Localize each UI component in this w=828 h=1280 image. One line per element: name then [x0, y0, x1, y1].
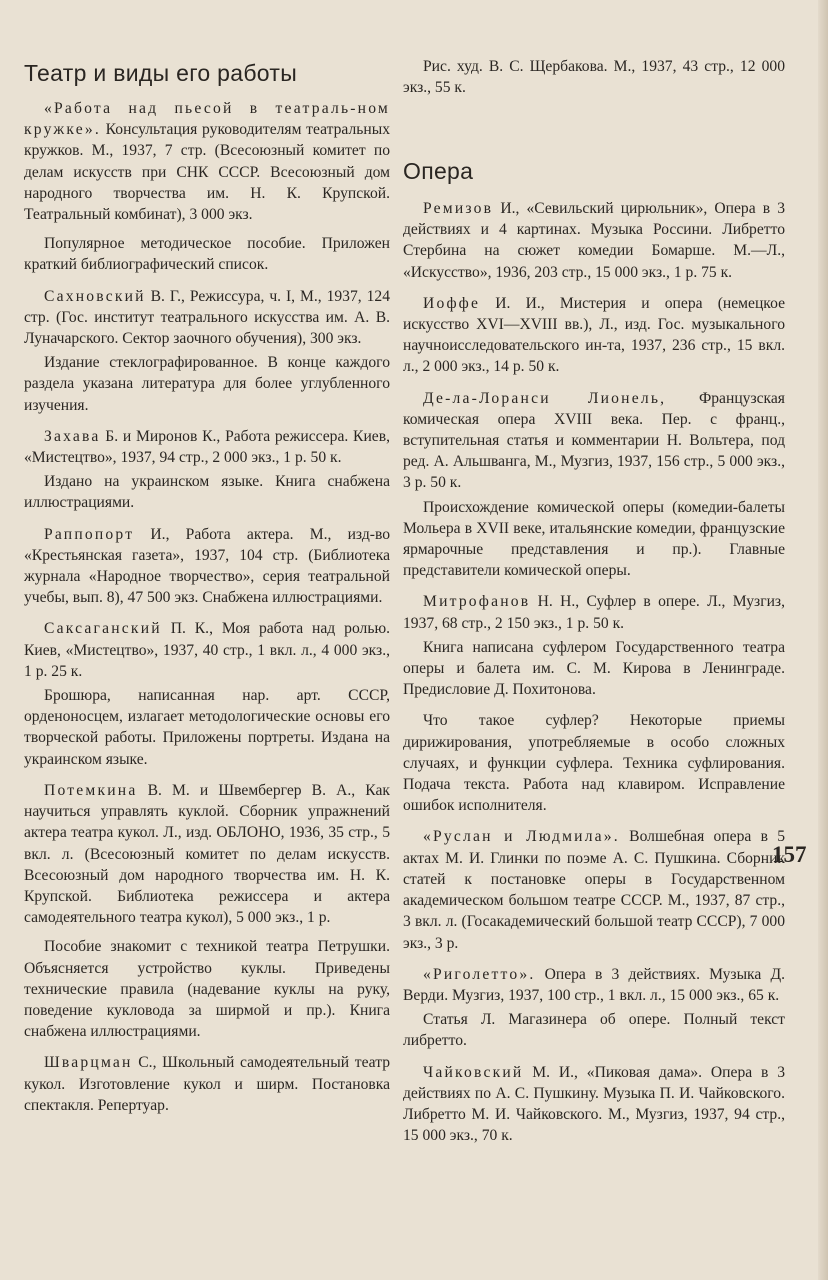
- entry-text: В. М. и Швембергер В. А., Как научиться управлять куклой. Сборник упражнений актера театра кукол. Л., изд. ОБЛОНО, 1936, 35 стр., 5 вкл. л. (Всесоюзный комитет по делам искусств. Всесоюзный дом народного творчества им. Н. К. Крупской. Библиотека режиссера и актера самодеятельного театра кукол), 5 000 экз., 1 р.: [24, 781, 390, 927]
- bibliography-entry: [24, 1052, 390, 1116]
- entry-text: Опера в 3 действиях. Музыка Д. Верди. Музгиз, 1937, 100 стр., 1 вкл. л., 15 000 экз., 65 к.: [403, 965, 785, 1004]
- entry-author: Раппопорт: [44, 525, 135, 543]
- entry-text: И. И., Мистерия и опера (немецкое искусство XVI—XVIII вв.), Л., изд. Гос. музыкального научноисследовательского ин-та, 1937, 236 стр., 15 вкл. л., 2 000 экз., 14 р. 50 к.: [403, 294, 785, 376]
- bibliography-entry: [403, 1062, 785, 1147]
- entry-text: Что такое суфлер? Некоторые приемы дирижирования, употребляемые в особо сложных случаях, и функции суфлера. Техника суфлирования. Подача текста. Работа над клавиром. Исправление ошибок исполнителя.: [403, 712, 785, 815]
- entry-text: И., «Севильский цирюльник», Опера в 3 действиях и 4 картинах. Музыка Россини. Либретто Стербина на сюжет комедии Бомарше. М.—Л., «Искусство», 1936, 203 стр., 15 000 экз., 1 р. 75 к.: [403, 200, 785, 281]
- entry-author: Захава: [44, 427, 101, 445]
- entry-note: Издано на украинском языке. Книга снабжена иллюстрациями.: [24, 473, 390, 512]
- entry-text: М. И., «Пиковая дама». Опера в 3 действиях по А. С. Пушкину. Музыка П. И. Чайковского. Либретто М. И. Чайковского. М., Музгиз, 1937, 94 стр., 15 000 экз., 70 к.: [403, 1063, 785, 1145]
- entry-text: С., Школьный самодеятельный театр кукол. Изготовление кукол и ширм. Постановка спектакля. Репертуар.: [24, 1054, 390, 1114]
- bibliography-entry: [403, 826, 785, 953]
- bibliography-entry: [403, 198, 785, 283]
- entry-author: Чайковский: [423, 1063, 524, 1081]
- page-edge: [818, 0, 828, 1280]
- left-column: [24, 56, 390, 1126]
- entry-author: Потемкина: [44, 781, 138, 799]
- bibliography-entry: [403, 710, 785, 816]
- entry-text: Волшебная опера в 5 актах М. И. Глинки по поэме А. С. Пушкина. Сборник статей к постановке оперы в Государственном академическом большом театре СССР. М., 1937, 87 стр., 3 вкл. л. (Госакадемический большой театр СССР), 7 000 экз., 3 р.: [403, 828, 785, 952]
- entry-note: Книга написана суфлером Государственного театра оперы и балета им. С. М. Кирова в Ленинграде. Предисловие Д. Похитонова.: [403, 638, 785, 699]
- entry-author: Сахновский: [44, 287, 146, 305]
- entry-author: «Руслан и Людмила».: [423, 828, 620, 846]
- entry-text: П. К., Моя работа над ролью. Киев, «Мистецтво», 1937, 40 стр., 1 вкл. л., 4 000 экз., 1 р. 25 к.: [24, 620, 390, 680]
- entry-author: Шварцман: [44, 1054, 133, 1072]
- right-column: [403, 56, 785, 1156]
- entry-note: Пособие знакомит с техникой театра Петрушки. Объясняется устройство куклы. Приведены технические правила (надевание куклы на руку, поведение кукловода за ширмой и пр.). Книга снабжена иллюстрациями.: [24, 938, 390, 1041]
- entry-author: Саксаганский: [44, 620, 162, 638]
- entry-author: «Работа над пьесой в театраль-ном кружке».: [24, 100, 390, 139]
- entry-note: Издание стеклографированное. В конце каждого раздела указана литература для более углубленного изучения.: [24, 354, 390, 414]
- section-heading-opera: Опера: [403, 158, 474, 184]
- section-heading-theatre: Театр и виды его работы: [24, 60, 298, 86]
- bibliography-entry: [403, 388, 785, 582]
- bibliography-entry: [24, 618, 390, 769]
- bibliography-entry: [24, 98, 390, 276]
- entry-text: , Французская комическая опера XVIII века. Пер. с франц., вступительная статья и комментарии Н. Вольтера, под ред. А. Альшванга, М., Музгиз, 1937, 156 стр., 5 000 экз., 3 р. 50 к.: [403, 389, 785, 492]
- entry-text: Н. Н., Суфлер в опере. Л., Музгиз, 1937, 68 стр., 2 150 экз., 1 р. 50 к.: [403, 593, 785, 632]
- bibliography-entry: [24, 780, 390, 1042]
- page-number: 157: [772, 842, 807, 867]
- bibliography-entry: [24, 524, 390, 609]
- entry-note: Брошюра, написанная нар. арт. СССР, орденоносцем, излагает методологические основы его творческой работы. Приложены портреты. Издана на украинском языке.: [24, 687, 390, 768]
- bibliography-entry: [403, 964, 785, 1052]
- bibliography-entry: [403, 293, 785, 378]
- entry-text: И., Работа актера. М., изд-во «Крестьянская газета», 1937, 104 стр. (Библиотека журнала «Народное творчество», серия театральной учебы, вып. 8), 47 500 экз. Снабжена иллюстрациями.: [24, 525, 390, 607]
- entry-text: В. Г., Режиссура, ч. I, М., 1937, 124 стр. (Гос. институт театрального искусства им. А. В. Луначарского. Сектор заочного обучения), 300 экз.: [24, 287, 390, 348]
- entry-author: Митрофанов: [423, 593, 531, 611]
- entry-text: Б. и Миронов К., Работа режиссера. Киев, «Мистецтво», 1937, 94 стр., 2 000 экз., 1 р. 50 к.: [24, 427, 390, 467]
- entry-author: Де-ла-Лоранси Лионель: [423, 389, 661, 407]
- bibliography-entry: [24, 426, 390, 514]
- entry-author: Ремизов: [423, 200, 494, 217]
- bibliography-entry: [24, 286, 390, 416]
- entry-note: Статья Л. Магазинера об опере. Полный текст либретто.: [403, 1011, 785, 1050]
- bibliography-entry: [403, 591, 785, 700]
- entry-note: Происхождение комической оперы (комедии-балеты Мольера в XVII веке, итальянские комедии, французские ярмарочные представления и пр.). Главные представители комической оперы.: [403, 498, 785, 580]
- entry-author: «Риголетто».: [423, 965, 536, 983]
- entry-note: Популярное методическое пособие. Приложен краткий библиографический список.: [24, 235, 390, 274]
- entry-author: Иоффе: [423, 294, 481, 312]
- entry-continuation: Рис. худ. В. С. Щербакова. М., 1937, 43 стр., 12 000 экз., 55 к.: [403, 58, 785, 97]
- entry-text: Консультация руководителям театральных кружков. М., 1937, 7 стр. (Всесоюзный комитет по делам искусств при СНК СССР. Всесоюзный дом народного творчества им. Н. К. Крупской. Театральный комбинат), 3 000 экз.: [24, 121, 390, 224]
